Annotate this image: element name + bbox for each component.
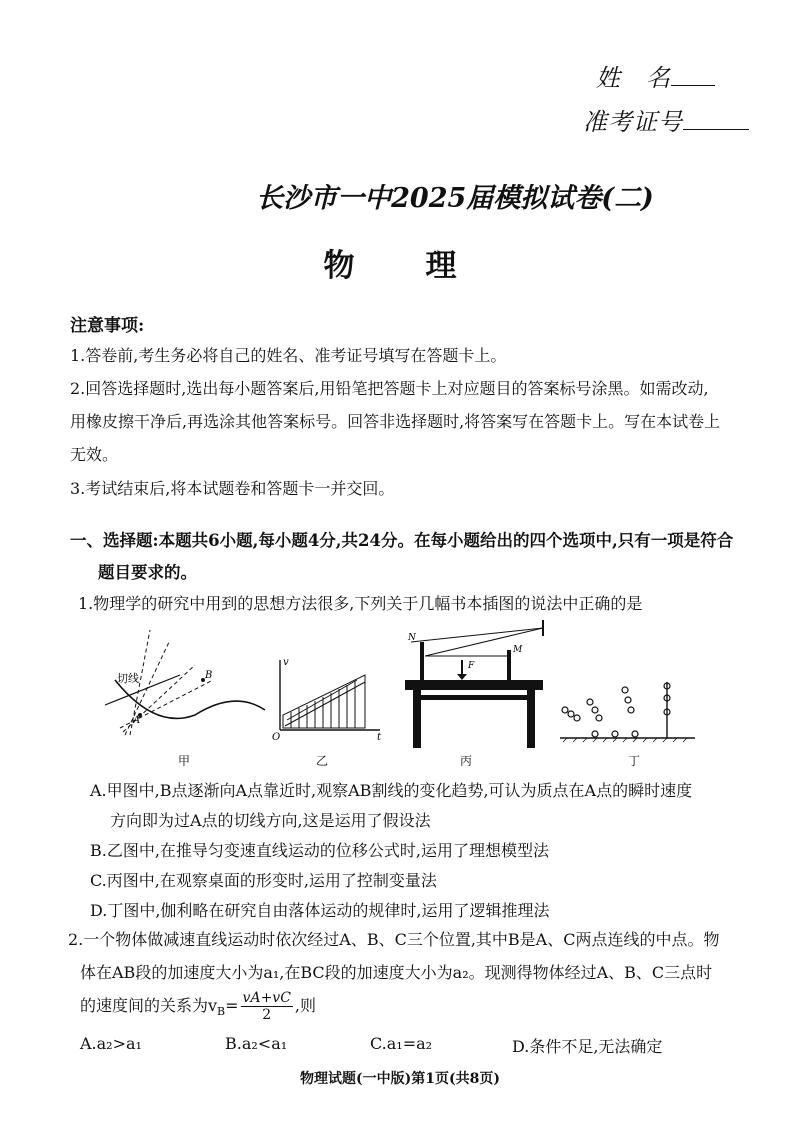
table-top bbox=[405, 680, 543, 690]
q2-line-3 bbox=[80, 990, 770, 1024]
q1-option-d: D.丁图中,伽利略在研究自由落体运动的规律时,运用了逻辑推理法 bbox=[90, 901, 550, 920]
figure-yi bbox=[272, 657, 382, 743]
page-footer: 物理试题(一中版)第1页(共8页) bbox=[300, 1071, 500, 1087]
figure-label-jia: 甲 bbox=[178, 754, 191, 768]
force-f-label: F bbox=[468, 661, 475, 671]
light-ray-1 bbox=[411, 628, 543, 642]
q2-option-d: D.条件不足,无法确定 bbox=[512, 1037, 663, 1056]
section-heading bbox=[70, 525, 760, 589]
mirror-stand-m bbox=[507, 650, 511, 680]
figure-label-ding: 丁 bbox=[628, 754, 641, 768]
exam-id-field bbox=[583, 102, 749, 137]
light-ray-2 bbox=[425, 628, 543, 656]
section-heading-line2: 题目要求的。 bbox=[98, 563, 197, 582]
subject-title: 物 理 bbox=[323, 248, 477, 284]
secant-2 bbox=[125, 640, 170, 735]
q2-option-b: B.a₂<a₁ bbox=[225, 1034, 288, 1053]
point-b-label: B bbox=[205, 670, 213, 681]
q2-equals: = bbox=[225, 996, 239, 1015]
name-field bbox=[596, 58, 715, 93]
figure-label-bing: 丙 bbox=[460, 754, 473, 768]
q1-stem: 1.物理学的研究中用到的思想方法很多,下列关于几幅书本插图的说法中正确的是 bbox=[78, 594, 643, 613]
figure-jia bbox=[105, 630, 265, 735]
mirror-n-label: N bbox=[408, 633, 416, 643]
q2-option-c: C.a₁=a₂ bbox=[370, 1034, 433, 1053]
notice-item-2: 2.回答选择题时,选出每小题答案后,用铅笔把答题卡上对应题目的答案标号涂黑。如需改动, bbox=[70, 379, 709, 398]
notice-item-1: 1.答卷前,考生务必将自己的姓名、准考证号填写在答题卡上。 bbox=[70, 346, 507, 365]
q1-option-b: B.乙图中,在推导匀变速直线运动的位移公式时,运用了理想模型法 bbox=[90, 841, 550, 860]
table-rail bbox=[421, 695, 527, 700]
curve-path bbox=[115, 680, 265, 718]
q1-option-c: C.丙图中,在观察桌面的形变时,运用了控制变量法 bbox=[90, 871, 437, 890]
v-axis-label: v bbox=[283, 657, 289, 668]
t-axis-label: t bbox=[377, 732, 382, 743]
force-arrowhead bbox=[457, 674, 467, 680]
exam-id-label: 准考证号 bbox=[583, 108, 683, 136]
name-blank bbox=[671, 84, 715, 86]
origin-label: O bbox=[272, 732, 281, 743]
mirror-m-label: M bbox=[513, 645, 523, 655]
q2-fraction-numerator: vA+vC bbox=[242, 990, 291, 1006]
point-a-label: A bbox=[133, 715, 141, 726]
q2-options bbox=[80, 1034, 770, 1058]
table-leg-right bbox=[527, 690, 535, 748]
q2-relation-prefix: 的速度间的关系为v bbox=[80, 996, 218, 1015]
exam-title: 长沙市一中2025届模拟试卷(二) bbox=[256, 183, 654, 214]
area-strips bbox=[285, 680, 365, 728]
q2-relation-suffix: ,则 bbox=[294, 996, 317, 1015]
figure-bing bbox=[405, 620, 543, 748]
notice-title: 注意事项: bbox=[70, 316, 145, 336]
section-heading-line1: 一、选择题:本题共6小题,每小题4分,共24分。在每小题给出的四个选项中,只有一项是符合 bbox=[70, 531, 734, 550]
tangent-label: 切线 bbox=[117, 672, 139, 685]
q1-option-a-cont: 方向即为过A点的切线方向,这是运用了假设法 bbox=[110, 811, 431, 830]
mirror-stand-n bbox=[420, 642, 424, 680]
q2-fraction-denominator: 2 bbox=[262, 1007, 272, 1023]
notice-item-2-end: 无效。 bbox=[70, 445, 119, 464]
q1-figures bbox=[95, 620, 715, 760]
q1-option-a: A.甲图中,B点逐渐向A点靠近时,观察AB割线的变化趋势,可认为质点在A点的瞬时速度 bbox=[90, 781, 693, 800]
balls bbox=[562, 683, 670, 737]
notice-item-3: 3.考试结束后,将本试题卷和答题卡一并交回。 bbox=[70, 479, 395, 498]
q2-line-1: 2.一个物体做减速直线运动时依次经过A、B、C三个位置,其中B是A、C两点连线的中点。物 bbox=[68, 930, 720, 949]
q2-vb-subscript: B bbox=[217, 1005, 226, 1019]
q2-line-2: 体在AB段的加速度大小为a₁,在BC段的加速度大小为a₂。现测得物体经过A、B、C三点时 bbox=[80, 963, 713, 982]
name-label: 姓 名 bbox=[596, 64, 671, 92]
q2-option-a: A.a₂>a₁ bbox=[80, 1034, 142, 1053]
exam-id-blank bbox=[683, 128, 749, 130]
figure-label-yi: 乙 bbox=[316, 754, 329, 768]
q2-velocity-fraction bbox=[241, 990, 293, 1023]
notice-item-2-cont: 用橡皮擦干净后,再选涂其他答案标号。回答非选择题时,将答案写在答题卡上。写在本试卷上 bbox=[70, 412, 721, 431]
table-leg-left bbox=[413, 690, 421, 748]
figure-ding bbox=[560, 682, 695, 742]
